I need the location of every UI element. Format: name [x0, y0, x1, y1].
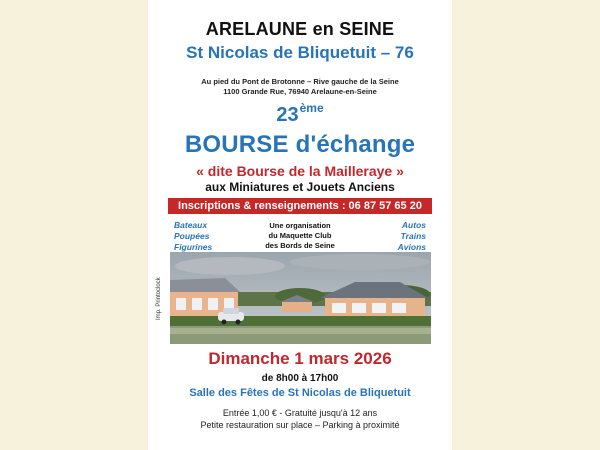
address-line-2: 1100 Grande Rue, 76940 Arelaune-en-Seine: [223, 87, 377, 96]
right-categories: [398, 220, 426, 253]
contact-banner: Inscriptions & renseignements : 06 87 57 65 20: [168, 198, 432, 214]
category-item: Trains: [400, 231, 426, 241]
edition-number: [148, 101, 452, 127]
event-venue: Salle des Fêtes de St Nicolas de Bliquetuit: [189, 387, 411, 399]
printer-credit: Imp. Printoclock: [156, 277, 162, 320]
address-line-1: Au pied du Pont de Brotonne – Rive gauche de la Seine: [201, 77, 399, 86]
event-theme: aux Miniatures et Jouets Anciens: [205, 180, 395, 194]
amenities-info: Petite restauration sur place – Parking à proximité: [200, 420, 400, 430]
edition-digits: 23: [276, 104, 299, 126]
organizer-line: des Bords de Seine: [265, 241, 335, 250]
entry-fee: Entrée 1,00 € - Gratuité jusqu'à 12 ans: [222, 408, 378, 418]
event-headline: BOURSE d'échange: [184, 131, 416, 158]
event-hours: de 8h00 à 17h00: [261, 373, 339, 384]
category-item: Poupées: [174, 231, 210, 241]
category-item: Avions: [397, 242, 426, 252]
village-subtitle: St Nicolas de Bliquetuit – 76: [186, 43, 414, 62]
organizer-line: du Maquette Club: [268, 231, 332, 240]
category-item: Bateaux: [174, 220, 208, 230]
event-date: Dimanche 1 mars 2026: [208, 349, 392, 368]
edition-suffix: ème: [299, 101, 324, 115]
event-poster: [148, 0, 452, 450]
venue-photo-drawing: [170, 252, 431, 344]
event-nickname: « dite Bourse de la Mailleraye »: [196, 163, 404, 179]
left-categories: [174, 220, 212, 253]
organizer-line: Une organisation: [269, 221, 331, 230]
category-item: Figurines: [174, 242, 213, 252]
town-title: ARELAUNE en SEINE: [205, 19, 395, 39]
venue-photo: [170, 252, 431, 344]
category-item: Autos: [401, 220, 426, 230]
organizer-block: [228, 221, 372, 251]
